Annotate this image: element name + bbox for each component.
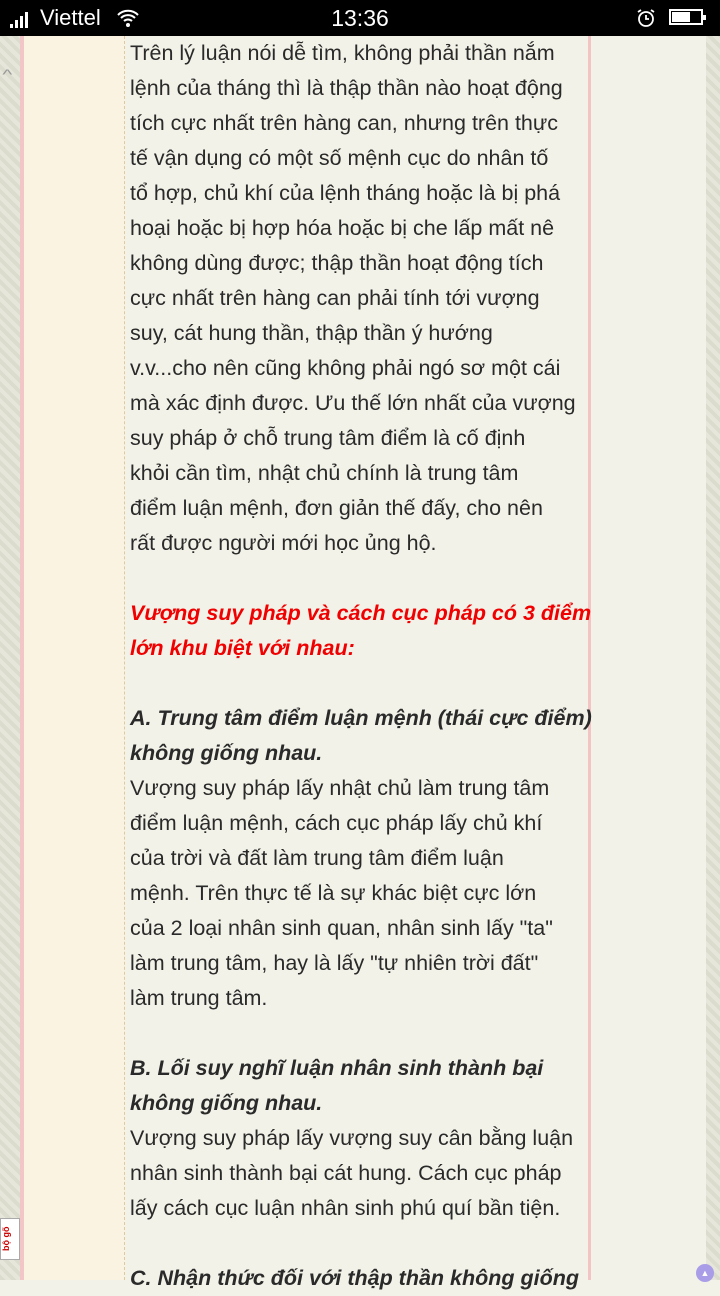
left-margin-column [24, 36, 125, 1280]
spacer [130, 1226, 590, 1261]
body-a-line: điểm luận mệnh, cách cục pháp lấy chủ khí [130, 811, 543, 835]
heading-b-line: B. Lối suy nghĩ luận nhân sinh thành bại [130, 1056, 544, 1080]
left-pattern-border [0, 36, 20, 1280]
paragraph1-line: khỏi cần tìm, nhật chủ chính là trung tâm [130, 461, 519, 485]
battery-icon [669, 9, 703, 25]
paragraph1-line: v.v...cho nên cũng không phải ngó sơ một cái [130, 356, 561, 380]
alarm-icon [636, 8, 656, 28]
scroll-top-button[interactable]: ▲ [696, 1264, 714, 1282]
carrier-name: Viettel [40, 5, 101, 30]
spacer [130, 666, 590, 701]
body-a-line: làm trung tâm. [130, 986, 268, 1010]
paragraph1-line: cực nhất trên hàng can phải tính tới vượng [130, 286, 540, 310]
paragraph1-line: Trên lý luận nói dễ tìm, không phải thần nắm [130, 41, 555, 65]
input-method-toggle[interactable]: bộ gõ [0, 1218, 20, 1260]
heading-b-line: không giống nhau. [130, 1091, 323, 1115]
body-a-line: mệnh. Trên thực tế là sự khác biệt cực lớn [130, 881, 537, 905]
body-a-line: của 2 loại nhân sinh quan, nhân sinh lấy "ta" [130, 916, 553, 940]
spacer [130, 561, 590, 596]
paragraph1-line: tổ hợp, chủ khí của lệnh tháng hoặc là bị phá [130, 181, 561, 205]
body-a-line: Vượng suy pháp lấy nhật chủ làm trung tâm [130, 776, 550, 800]
paragraph1-line: điểm luận mệnh, đơn giản thế đấy, cho nên [130, 496, 543, 520]
heading-a-line: không giống nhau. [130, 741, 323, 765]
red-heading-line: lớn khu biệt với nhau: [130, 636, 355, 660]
paragraph1-line: mà xác định được. Ưu thế lớn nhất của vượng [130, 391, 576, 415]
status-bar [0, 0, 720, 36]
paragraph1-line: tế vận dụng có một số mệnh cục do nhân tố [130, 146, 549, 170]
spacer [130, 1016, 590, 1051]
heading-a-line: A. Trung tâm điểm luận mệnh (thái cực điểm) [130, 706, 592, 730]
body-a-line: của trời và đất làm trung tâm điểm luận [130, 846, 504, 870]
heading-c-line: C. Nhận thức đối với thập thần không giống [130, 1266, 580, 1290]
right-pattern-border [706, 36, 720, 1280]
chevron-up-icon[interactable]: ^ [2, 66, 13, 82]
paragraph1-line: tích cực nhất trên hàng can, nhưng trên thực [130, 111, 559, 135]
body-a-line: làm trung tâm, hay là lấy "tự nhiên trời đất" [130, 951, 539, 975]
body-b-line: lấy cách cục luận nhân sinh phú quí bần tiện. [130, 1196, 561, 1220]
red-heading-line: Vượng suy pháp và cách cục pháp có 3 điểm [130, 601, 592, 625]
paragraph1-line: suy, cát hung thần, thập thần ý hướng [130, 321, 493, 345]
paragraph1-line: không dùng được; thập thần hoạt động tích [130, 251, 544, 275]
body-b-line: Vượng suy pháp lấy vượng suy cân bằng luận [130, 1126, 574, 1150]
paragraph1-line: suy pháp ở chỗ trung tâm điểm là cố định [130, 426, 526, 450]
body-b-line: nhân sinh thành bại cát hung. Cách cục pháp [130, 1161, 562, 1185]
paragraph1-line: rất được người mới học ủng hộ. [130, 531, 437, 555]
paragraph1-line: hoại hoặc bị hợp hóa hoặc bị che lấp mất nê [130, 216, 555, 240]
paragraph1-line: lệnh của tháng thì là thập thần nào hoạt động [130, 76, 563, 100]
clock: 13:36 [331, 5, 389, 31]
article-content [130, 36, 590, 1296]
